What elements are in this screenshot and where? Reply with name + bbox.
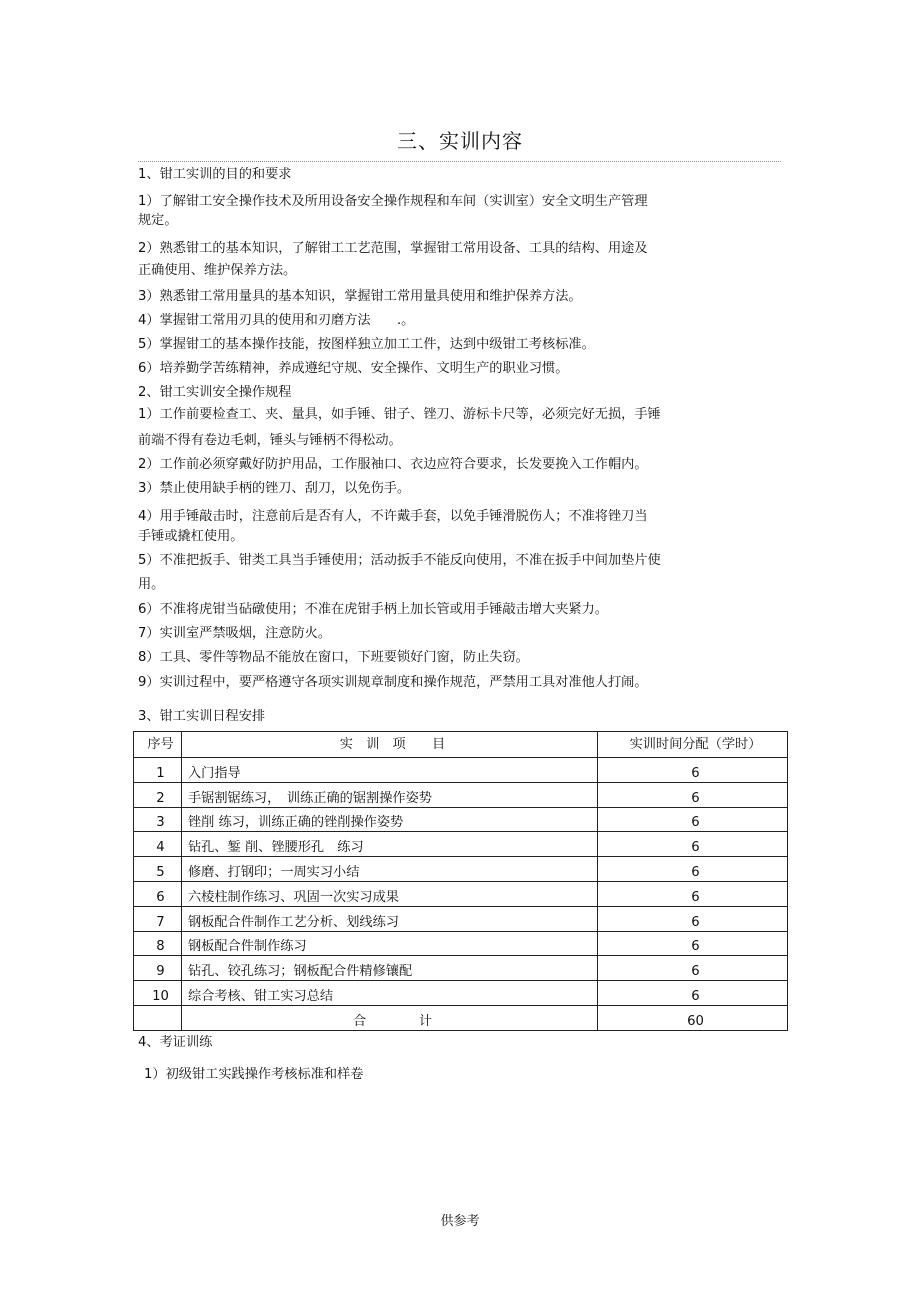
section3-heading: 3、钳工实训日程安排 [138, 709, 266, 724]
row-hours: 6 [598, 832, 788, 857]
schedule-table [133, 731, 788, 1031]
row-no: 7 [134, 906, 182, 931]
row-item: 六棱柱制作练习、巩固一次实习成果 [182, 881, 598, 906]
section1-line: 4）掌握钳工常用刃具的使用和刃磨方法 .。 [138, 313, 415, 328]
row-hours: 6 [598, 807, 788, 832]
table-row [134, 807, 788, 832]
section1-line: 3）熟悉钳工常用量具的基本知识，掌握钳工常用量具使用和维护保养方法。 [138, 289, 582, 304]
table-row [134, 857, 788, 882]
section2-line: 3）禁止使用缺手柄的锉刀、刮刀，以免伤手。 [138, 481, 411, 496]
row-no: 8 [134, 931, 182, 956]
section2-line: 前端不得有卷边毛刺，锤头与锤柄不得松动。 [138, 433, 402, 448]
section2-line: 5）不准把扳手、钳类工具当手锤使用；活动扳手不能反向使用，不准在扳手中间加垫片使 [138, 553, 661, 568]
section2-line: 6）不准将虎钳当砧礅使用；不准在虎钳手柄上加长管或用手锤敲击增大夹紧力。 [138, 602, 608, 617]
table-row [134, 881, 788, 906]
table-row [134, 981, 788, 1006]
row-no: 3 [134, 807, 182, 832]
table-row [134, 758, 788, 783]
header-hours: 实训时间分配（学时） [598, 732, 788, 758]
table-row [134, 906, 788, 931]
row-hours: 6 [598, 782, 788, 807]
row-item: 综合考核、钳工实习总结 [182, 981, 598, 1006]
section4-line: 1）初级钳工实践操作考核标准和样卷 [144, 1067, 364, 1082]
table-row [134, 782, 788, 807]
section4-heading: 4、考证训练 [138, 1035, 213, 1050]
header-no: 序号 [134, 732, 182, 758]
row-hours: 6 [598, 857, 788, 882]
row-hours: 6 [598, 931, 788, 956]
row-no: 5 [134, 857, 182, 882]
section1-line: 规定。 [138, 213, 178, 228]
header-item: 实 训 项 目 [182, 732, 598, 758]
section1-line: 2）熟悉钳工的基本知识，了解钳工工艺范围，掌握钳工常用设备、工具的结构、用途及 [138, 241, 648, 256]
row-item: 钢板配合件制作练习 [182, 931, 598, 956]
total-blank-cell [134, 1005, 182, 1030]
row-no: 9 [134, 956, 182, 981]
row-no: 2 [134, 782, 182, 807]
section2-line: 手锤或撬杠使用。 [138, 529, 244, 544]
section2-line: 9）实训过程中，要严格遵守各项实训规章制度和操作规范，严禁用工具对准他人打闹。 [138, 675, 648, 690]
section2-line: 2）工作前必须穿戴好防护用品，工作服袖口、衣边应符合要求，长发要挽入工作帽内。 [138, 457, 648, 472]
row-no: 1 [134, 758, 182, 783]
total-hours: 60 [598, 1005, 788, 1030]
page-footer: 供参考 [440, 1214, 480, 1229]
table-row [134, 931, 788, 956]
row-no: 4 [134, 832, 182, 857]
table-row [134, 832, 788, 857]
title-divider [138, 161, 781, 162]
section2-line: 8）工具、零件等物品不能放在窗口，下班要锁好门窗，防止失窃。 [138, 650, 529, 665]
page-title: 三、实训内容 [397, 129, 523, 153]
table-total-row [134, 1005, 788, 1030]
row-item: 手锯割锯练习， 训练正确的锯割操作姿势 [182, 782, 598, 807]
section1-line: 5）掌握钳工的基本操作技能，按图样独立加工工件，达到中级钳工考核标准。 [138, 337, 595, 352]
row-item: 入门指导 [182, 758, 598, 783]
section1-line: 正确使用、维护保养方法。 [138, 263, 297, 278]
row-hours: 6 [598, 981, 788, 1006]
row-no: 10 [134, 981, 182, 1006]
table-row [134, 956, 788, 981]
section1-line: 1）了解钳工安全操作技术及所用设备安全操作规程和车间（实训室）安全文明生产管理 [138, 194, 648, 209]
table-header-row [134, 732, 788, 758]
row-hours: 6 [598, 881, 788, 906]
row-item: 钻孔、铰孔练习；钢板配合件精修镶配 [182, 956, 598, 981]
row-hours: 6 [598, 906, 788, 931]
row-hours: 6 [598, 758, 788, 783]
section2-line: 7）实训室严禁吸烟，注意防火。 [138, 626, 332, 641]
section2-line: 4）用手锤敲击时，注意前后是否有人，不许戴手套，以免手锤滑脱伤人；不准将锉刀当 [138, 509, 648, 524]
row-item: 钢板配合件制作工艺分析、划线练习 [182, 906, 598, 931]
section1-line: 6）培养勤学苦练精神，养成遵纪守规、安全操作、文明生产的职业习惯。 [138, 361, 569, 376]
section2-line: 用。 [138, 577, 165, 592]
section2-line: 1）工作前要检查工、夹、量具，如手锤、钳子、锉刀、游标卡尺等，必须完好无损，手锤 [138, 407, 661, 422]
section1-heading: 1、钳工实训的目的和要求 [138, 167, 292, 182]
section2-heading: 2、钳工实训安全操作规程 [138, 385, 292, 400]
total-label: 合 计 [182, 1005, 598, 1030]
row-item: 钻孔、錾 削、锉腰形孔 练习 [182, 832, 598, 857]
row-item: 锉削 练习，训练正确的锉削操作姿势 [182, 807, 598, 832]
row-hours: 6 [598, 956, 788, 981]
row-item: 修磨、打钢印；一周实习小结 [182, 857, 598, 882]
row-no: 6 [134, 881, 182, 906]
